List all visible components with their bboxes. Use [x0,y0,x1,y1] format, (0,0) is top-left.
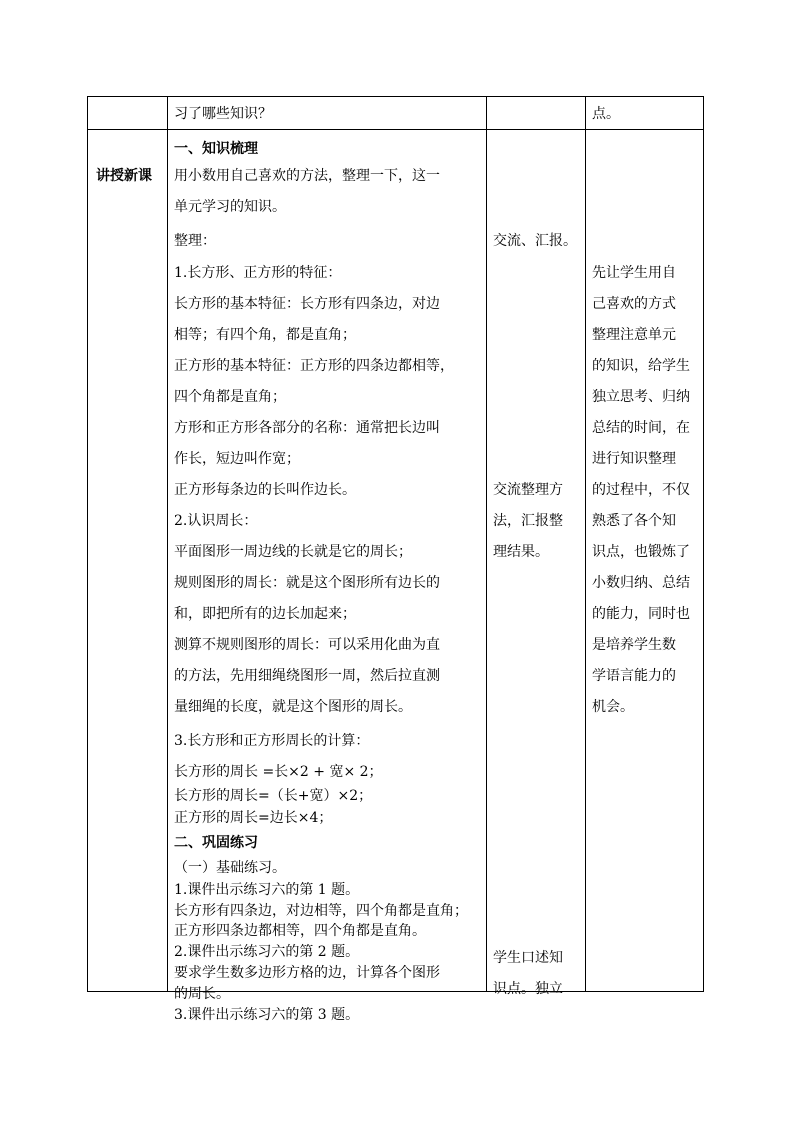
content-line: 2.课件出示练习六的第 2 题。 [174,944,360,960]
content-line: 1.长方形、正方形的特征： [174,265,342,281]
section-label: 讲授新课 [96,168,152,184]
design-note-line: 的过程中，不仅 [592,482,690,498]
content-line: 的方法，先用细绳绕图形一周，然后拉直测 [174,668,440,684]
design-note-line: 学语言能力的 [592,668,676,684]
student-activity-line: 理结果。 [493,544,549,560]
content-line: 的周长。 [174,986,230,1002]
content-line: 方形和正方形各部分的名称：通常把长边叫 [174,420,440,436]
student-activity-line: 交流整理方 [493,482,563,498]
heading-practice: 二、巩固练习 [174,835,258,851]
lesson-plan-table [87,96,704,1023]
content-line: 单元学习的知识。 [174,199,286,215]
content-line: 3.长方形和正方形周长的计算： [174,733,370,749]
section-label-cell [88,130,168,992]
content-line: 平面图形一周边线的长就是它的周长； [174,544,412,560]
design-note-line: 进行知识整理 [592,451,676,467]
content-line: 1.课件出示练习六的第 1 题。 [174,882,360,898]
content-line: 作长，短边叫作宽； [174,451,300,467]
design-note-line: 的知识，给学生 [592,358,690,374]
design-note-line: 独立思考、归纳 [592,389,690,405]
design-note-line: 是培养学生数 [592,637,676,653]
content-line: 2.认识周长： [174,513,258,529]
content-line: 四个角都是直角； [174,389,286,405]
design-note-line: 的能力，同时也 [592,606,690,622]
student-activity-line: 识点。独立 [493,981,563,997]
content-line: 和，即把所有的边长加起来； [174,606,356,622]
design-note-line: 机会。 [592,699,634,715]
student-activity-line: 学生口述知 [493,950,563,966]
design-note-line: 识点，也锻炼了 [592,544,690,560]
content-line: 用小数用自己喜欢的方法，整理一下，这一 [174,168,440,184]
design-note-line: 先让学生用自 [592,265,676,281]
content-cell [168,97,487,130]
content-line: 3.课件出示练习六的第 3 题。 [174,1007,360,1023]
notes-cell [586,97,704,130]
notes-text: 点。 [592,106,620,122]
content-line: 正方形的基本特征：正方形的四条边都相等， [174,358,454,374]
formula-line: 长方形的周长=（长+宽）×2； [174,788,373,804]
content-line: 要求学生数多边形方格的边，计算各个图形 [174,965,440,981]
table-row [88,97,704,130]
design-note-line: 整理注意单元 [592,327,676,343]
content-cell [168,130,487,1023]
formula-line: 正方形的周长=边长×4； [174,810,333,826]
design-note-line: 熟悉了各个知 [592,513,676,529]
student-activity-cell [487,130,586,997]
heading-knowledge-review: 一、知识梳理 [174,141,258,157]
student-activity-line: 交流、汇报。 [493,233,577,249]
student-activity-line: 法，汇报整 [493,513,563,529]
content-line: 长方形的基本特征：长方形有四条边，对边 [174,296,440,312]
design-note-line: 总结的时间，在 [592,420,690,436]
content-line: 正方形四条边都相等，四个角都是直角。 [174,923,426,939]
content-line: 量细绳的长度，就是这个图形的周长。 [174,699,412,715]
content-line: 正方形每条边的长叫作边长。 [174,482,356,498]
content-line: 规则图形的周长：就是这个图形所有边长的 [174,575,440,591]
student-cell-empty [487,97,586,130]
design-note-line: 小数归纳、总结 [592,575,690,591]
design-notes-cell [586,130,704,992]
content-line: 测算不规则图形的周长：可以采用化曲为直 [174,637,440,653]
design-note-line: 己喜欢的方式 [592,296,676,312]
content-line: 相等；有四个角，都是直角； [174,327,356,343]
table-row [88,130,704,992]
content-line: 整理： [174,233,216,249]
formula-line: 长方形的周长 =长×2 + 宽× 2； [174,764,383,780]
content-line: （一）基础练习。 [174,860,286,876]
content-text: 习了哪些知识？ [174,106,272,122]
content-line: 长方形有四条边，对边相等，四个角都是直角； [174,903,468,919]
label-cell-empty [88,97,168,130]
